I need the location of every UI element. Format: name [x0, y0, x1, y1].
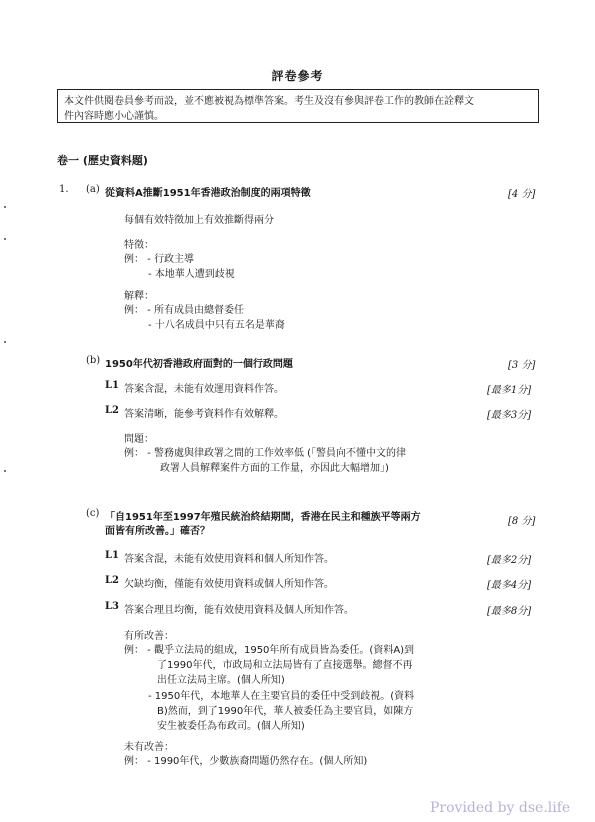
- not-improve-point-1: 例： - 1990年代，少數族裔問題仍然存在。(個人所知): [124, 756, 368, 767]
- explain-item-2: - 十八名成員中只有五名是華裔: [148, 320, 285, 331]
- not-improve-heading: 未有改善：: [124, 742, 174, 753]
- part-c-l3-label: L3: [105, 601, 119, 612]
- feature-example: 例： - 行政主導: [124, 254, 194, 265]
- part-c-l1-marks: [最多2分]: [487, 555, 532, 566]
- page-title: 評卷參考: [271, 69, 324, 83]
- part-b-l2-label: L2: [105, 405, 119, 416]
- part-a-question: 從資料A推斷1951年香港政治制度的兩項特徵: [105, 188, 311, 199]
- part-c-l2-marks: [最多4分]: [487, 580, 532, 591]
- improve-point-2-line-3: 安生被委任為布政司。(個人所知): [157, 721, 305, 732]
- part-b-marks: [3 分]: [508, 360, 536, 371]
- part-b-l2-text: 答案清晰，能參考資料作有效解釋。: [124, 409, 284, 420]
- issue-line-1: 例： - 警務處與律政署之間的工作效率低 (「警員向不懂中文的律: [124, 448, 407, 459]
- part-c-marks: [8 分]: [508, 516, 536, 527]
- part-c-l2-label: L2: [105, 575, 119, 586]
- feature-item-2: - 本地華人遭到歧視: [148, 269, 235, 280]
- part-c-l1-label: L1: [105, 550, 119, 561]
- section-heading: 卷一 (歷史資料題): [57, 154, 148, 167]
- part-a-marks: [4 分]: [508, 189, 536, 200]
- improve-point-1-line-1: 例： - 觀乎立法局的組成，1950年所有成員皆為委任。(資料A)到: [124, 645, 415, 656]
- notice-line-1: 本文件供閱卷員參考而設，並不應被視為標準答案。考生及沒有參與評卷工作的教師在詮釋文: [64, 96, 474, 107]
- part-a-label: (a): [86, 184, 100, 195]
- improve-point-1-line-2: 了1990年代，市政局和立法局皆有了直接選舉。總督不再: [157, 660, 413, 671]
- part-b-l1-label: L1: [105, 380, 119, 391]
- part-b-l1-text: 答案含混，未能有效運用資料作答。: [124, 384, 284, 395]
- watermark: Provided by dse.life: [430, 800, 571, 816]
- part-c-l3-marks: [最多8分]: [487, 606, 532, 617]
- part-c-question-line-1: 「自1951年至1997年殖民統治終結期間，香港在民主和種族平等兩方: [105, 512, 421, 523]
- part-c-l1-text: 答案含混，未能有效使用資料和個人所知作答。: [124, 554, 334, 565]
- scan-mark: [4, 206, 6, 208]
- part-c-l2-text: 欠缺均衡，僅能有效使用資料或個人所知作答。: [124, 579, 334, 590]
- scan-mark: [4, 470, 6, 472]
- notice-box: [57, 89, 539, 123]
- feature-heading: 特徵：: [124, 240, 154, 251]
- question-number: 1.: [59, 184, 69, 195]
- improve-point-2-line-1: - 1950年代，本地華人在主要官員的委任中受到歧視。(資料: [148, 691, 415, 702]
- scan-mark: [4, 238, 6, 240]
- part-b-label: (b): [86, 355, 101, 366]
- part-b-l1-marks: [最多1分]: [487, 385, 532, 396]
- explain-heading: 解釋：: [124, 291, 154, 302]
- part-b-l2-marks: [最多3分]: [487, 410, 532, 421]
- improve-point-1-line-3: 出任立法局主席。(個人所知): [157, 675, 285, 686]
- part-c-l3-text: 答案合理且均衡，能有效使用資料及個人所知作答。: [124, 605, 354, 616]
- scan-mark: [4, 341, 6, 343]
- improve-heading: 有所改善：: [124, 631, 174, 642]
- part-b-question: 1950年代初香港政府面對的一個行政問題: [105, 359, 293, 370]
- part-a-note: 每個有效特徵加上有效推斷得兩分: [124, 215, 274, 226]
- part-c-label: (c): [86, 508, 100, 519]
- part-c-question-line-2: 面皆有所改善。」確否？: [105, 526, 210, 537]
- improve-point-2-line-2: B)然而，到了1990年代，華人被委任為主要官員，如陳方: [157, 706, 414, 717]
- explain-example: 例： - 所有成員由總督委任: [124, 305, 244, 316]
- issue-heading: 問題：: [124, 434, 154, 445]
- notice-line-2: 件內容時應小心謹慎。: [64, 111, 164, 122]
- issue-line-2: 政署人員解釋案件方面的工作量，亦因此大幅增加」): [160, 463, 389, 474]
